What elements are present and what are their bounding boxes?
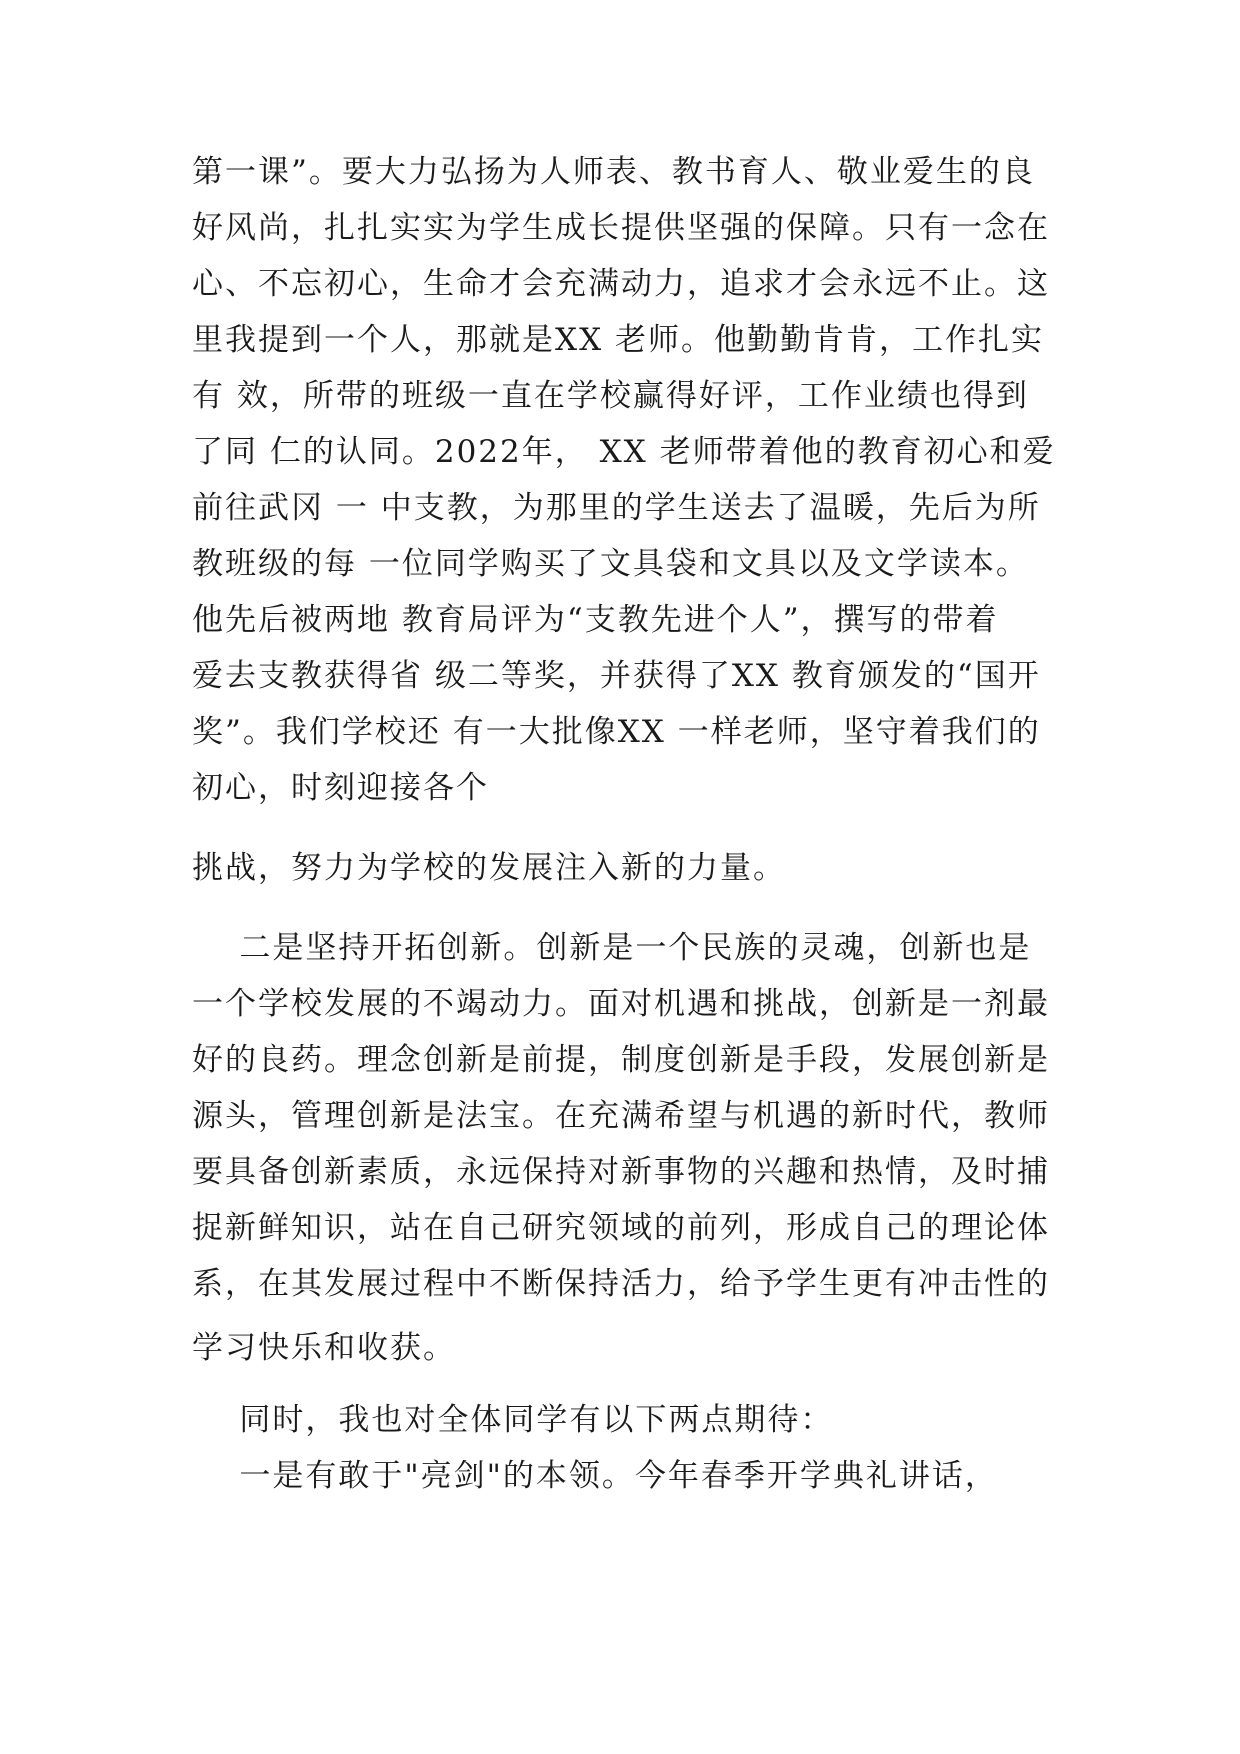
text-line: 第一课”。要大力弘扬为人师表、教书育人、敬业爱生的良 [192,154,1035,190]
text-line: 爱去支教获得省 级二等奖，并获得了XX 教育颁发的“国开 [192,658,1041,694]
text-line: 同时，我也对全体同学有以下两点期待： [192,1402,834,1438]
text-line: 心、不忘初心，生命才会充满动力，追求才会永远不止。这 [192,266,1050,302]
text-line: 一是有敢于"亮剑"的本领。今年春季开学典礼讲话， [192,1458,998,1494]
text-line: 一个学校发展的不竭动力。面对机遇和挑战，创新是一剂最 [192,986,1050,1022]
text-line: 捉新鲜知识，站在自己研究领域的前列，形成自己的理论体 [192,1210,1050,1246]
text-line: 挑战，努力为学校的发展注入新的力量。 [192,850,786,886]
text-line: 里我提到一个人，那就是XX 老师。他勤勤肯肯，工作扎实 [192,322,1044,358]
text-line: 好风尚，扎扎实实为学生成长提供坚强的保障。只有一念在 [192,210,1050,246]
text-line: 前往武冈 一 中支教，为那里的学生送去了温暖，先后为所 [192,490,1041,526]
text-line: 教班级的每 一位同学购买了文具袋和文具以及文学读本。 [192,546,1029,582]
text-line: 初心，时刻迎接各个 [192,770,489,806]
text-line: 系，在其发展过程中不断保持活力，给予学生更有冲击性的 [192,1266,1050,1302]
text-line: 学习快乐和收获。 [192,1330,456,1366]
text-line: 好的良药。理念创新是前提，制度创新是手段，发展创新是 [192,1042,1050,1078]
text-line: 有 效，所带的班级一直在学校赢得好评，工作业绩也得到 [192,378,1029,414]
text-line: 源头，管理创新是法宝。在充满希望与机遇的新时代，教师 [192,1098,1050,1134]
text-line: 他先后被两地 教育局评为“支教先进个人”，撰写的带着 [192,602,999,638]
text-line: 要具备创新素质，永远保持对新事物的兴趣和热情，及时捕 [192,1154,1050,1190]
text-line: 奖”。我们学校还 有一大批像XX 一样老师，坚守着我们的 [192,714,1041,750]
text-line: 二是坚持开拓创新。创新是一个民族的灵魂，创新也是 [192,930,1032,966]
text-line: 了同 仁的认同。2022年， XX 老师带着他的教育初心和爱 [192,434,1056,470]
